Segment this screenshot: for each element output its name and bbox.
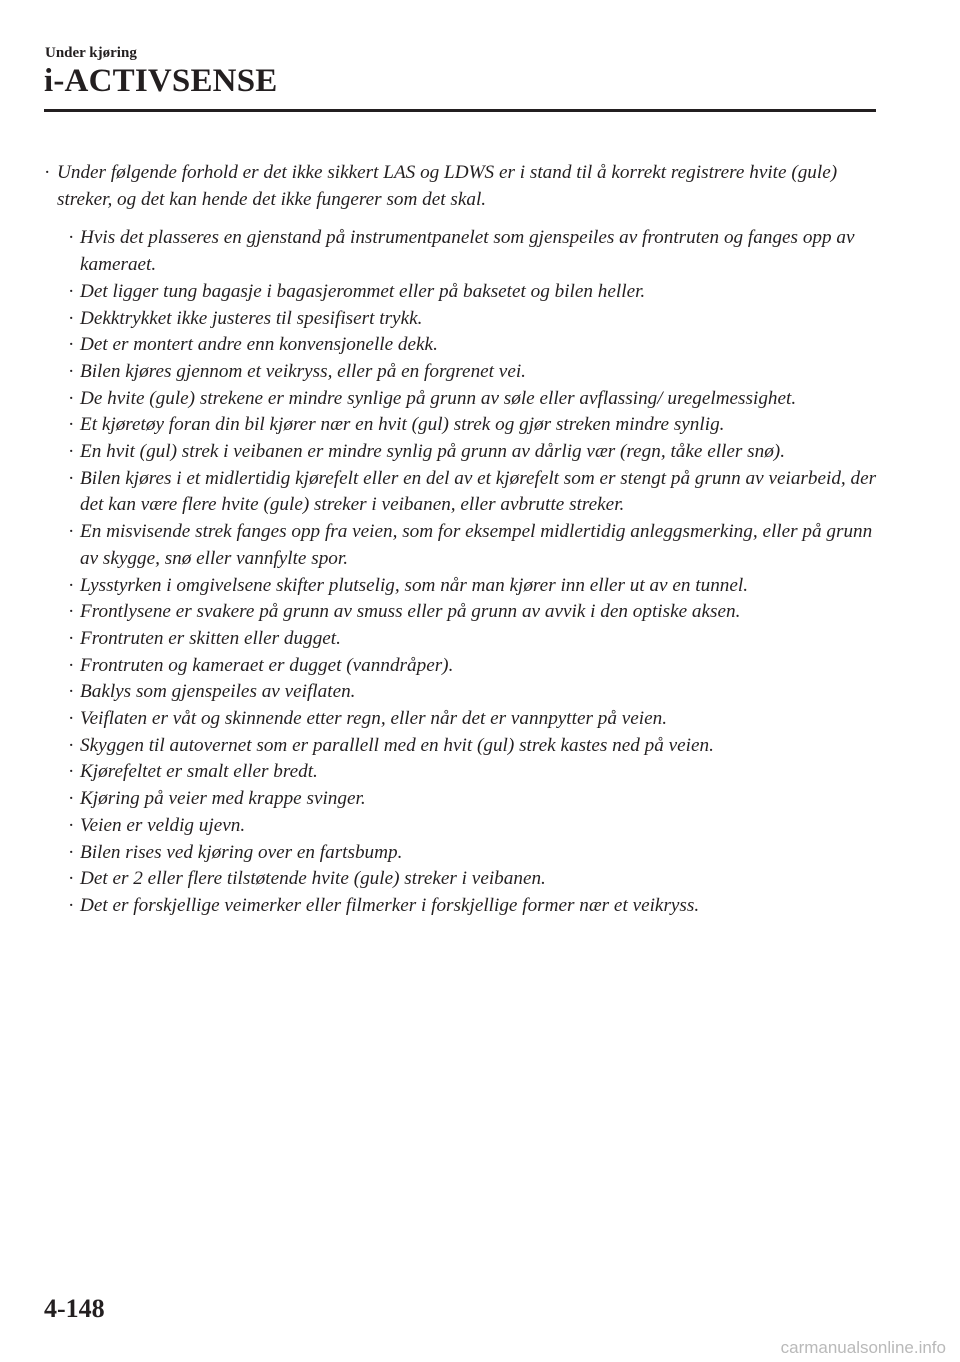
bullet-icon: · [68,868,75,890]
bullet-icon: · [68,601,75,623]
bullet-icon: · [68,708,75,730]
list-item [42,679,882,706]
list-item-text: En misvisende strek fanges opp fra veien, som for eksempel midlertidig anleggsmerking, eller på grunn av skygge, snø eller vannfylte spor. [80,521,873,569]
bullet-icon: · [68,654,75,676]
bullet-icon: · [68,360,75,382]
header-divider [44,109,876,112]
page-number: 4-148 [44,1294,105,1323]
bullet-icon: · [68,467,75,489]
watermark: carmanualsonline.info [780,1338,946,1357]
list-item-text: Kjøring på veier med krappe svinger. [80,788,366,810]
list-item [42,519,882,572]
conditions-list [42,225,882,919]
list-item [42,279,882,306]
list-item-text: Veien er veldig ujevn. [80,814,246,836]
list-item-text: Det er montert andre enn konvensjonelle dekk. [80,334,438,356]
bullet-icon: · [68,280,75,302]
list-item-text: Veiflaten er våt og skinnende etter regn, eller når det er vannpytter på veien. [80,708,667,730]
list-item [42,786,882,813]
list-item [42,332,882,359]
list-item [42,733,882,760]
list-item [42,439,882,466]
list-item [42,706,882,733]
list-item-text: Det er forskjellige veimerker eller filmerker i forskjellige former nær et veikryss. [80,894,700,916]
bullet-icon: · [68,841,75,863]
list-item [42,306,882,333]
list-item [42,626,882,653]
list-item-text: De hvite (gule) strekene er mindre synlige på grunn av søle eller avflassing/ uregelmessighet. [80,387,797,409]
list-item [42,893,882,920]
list-item-text: Dekktrykket ikke justeres til spesifisert trykk. [80,307,423,329]
list-item [42,866,882,893]
intro-item [42,160,882,213]
bullet-icon: · [68,894,75,916]
list-item-text: Det ligger tung bagasje i bagasjerommet eller på baksetet og bilen heller. [80,280,646,302]
bullet-icon: · [68,681,75,703]
bullet-icon: · [68,814,75,836]
bullet-icon: · [44,162,51,183]
section-label: Under kjøring [45,45,137,61]
page-title: i-ACTIVSENSE [44,63,278,99]
list-item-text: Bilen kjøres i et midlertidig kjørefelt eller en del av et kjørefelt som er stengt på grunn av veiarbeid, der det kan være flere hvite (gule) streker i veibanen, eller avbrutte streker. [80,467,877,516]
list-item [42,599,882,626]
intro-text: Under følgende forhold er det ikke sikkert LAS og LDWS er i stand til å korrekt registrere hvite (gule) streker, og det kan hende det ikke fungerer som det skal. [57,162,838,210]
list-item-text: Bilen kjøres gjennom et veikryss, eller på en forgrenet vei. [80,360,526,382]
list-item [42,225,882,278]
list-item-text: Et kjøretøy foran din bil kjører nær en hvit (gul) strek og gjør streken mindre synlig. [80,414,725,436]
bullet-icon: · [68,521,75,543]
list-item-text: Frontruten er skitten eller dugget. [80,627,341,649]
list-item [42,412,882,439]
bullet-icon: · [68,788,75,810]
bullet-icon: · [68,227,75,249]
bullet-icon: · [68,414,75,436]
bullet-icon: · [68,627,75,649]
main-content [42,160,882,920]
bullet-icon: · [68,307,75,329]
list-item-text: Det er 2 eller flere tilstøtende hvite (gule) streker i veibanen. [80,868,546,890]
list-item [42,359,882,386]
list-item-text: Baklys som gjenspeiles av veiflaten. [80,681,356,703]
list-item [42,813,882,840]
list-item-text: Lysstyrken i omgivelsene skifter plutselig, som når man kjører inn eller ut av en tunnel. [80,574,749,596]
bullet-icon: · [68,761,75,783]
list-item-text: Frontruten og kameraet er dugget (vanndråper). [80,654,454,676]
list-item-text: En hvit (gul) strek i veibanen er mindre synlig på grunn av dårlig vær (regn, tåke eller snø). [80,441,785,463]
list-item-text: Skyggen til autovernet som er parallell med en hvit (gul) strek kastes ned på veien. [80,734,714,756]
list-item [42,466,882,519]
list-item [42,573,882,600]
bullet-icon: · [68,387,75,409]
list-item [42,653,882,680]
bullet-icon: · [68,734,75,756]
list-item-text: Frontlysene er svakere på grunn av smuss eller på grunn av avvik i den optiske aksen. [80,601,741,623]
list-item-text: Bilen rises ved kjøring over en fartsbump. [80,841,403,863]
list-item [42,840,882,867]
list-item [42,759,882,786]
bullet-icon: · [68,574,75,596]
list-item [42,386,882,413]
list-item-text: Hvis det plasseres en gjenstand på instrumentpanelet som gjenspeiles av frontruten og fanges opp av kameraet. [80,227,855,276]
list-item-text: Kjørefeltet er smalt eller bredt. [80,761,318,783]
bullet-icon: · [68,334,75,356]
bullet-icon: · [68,441,75,463]
